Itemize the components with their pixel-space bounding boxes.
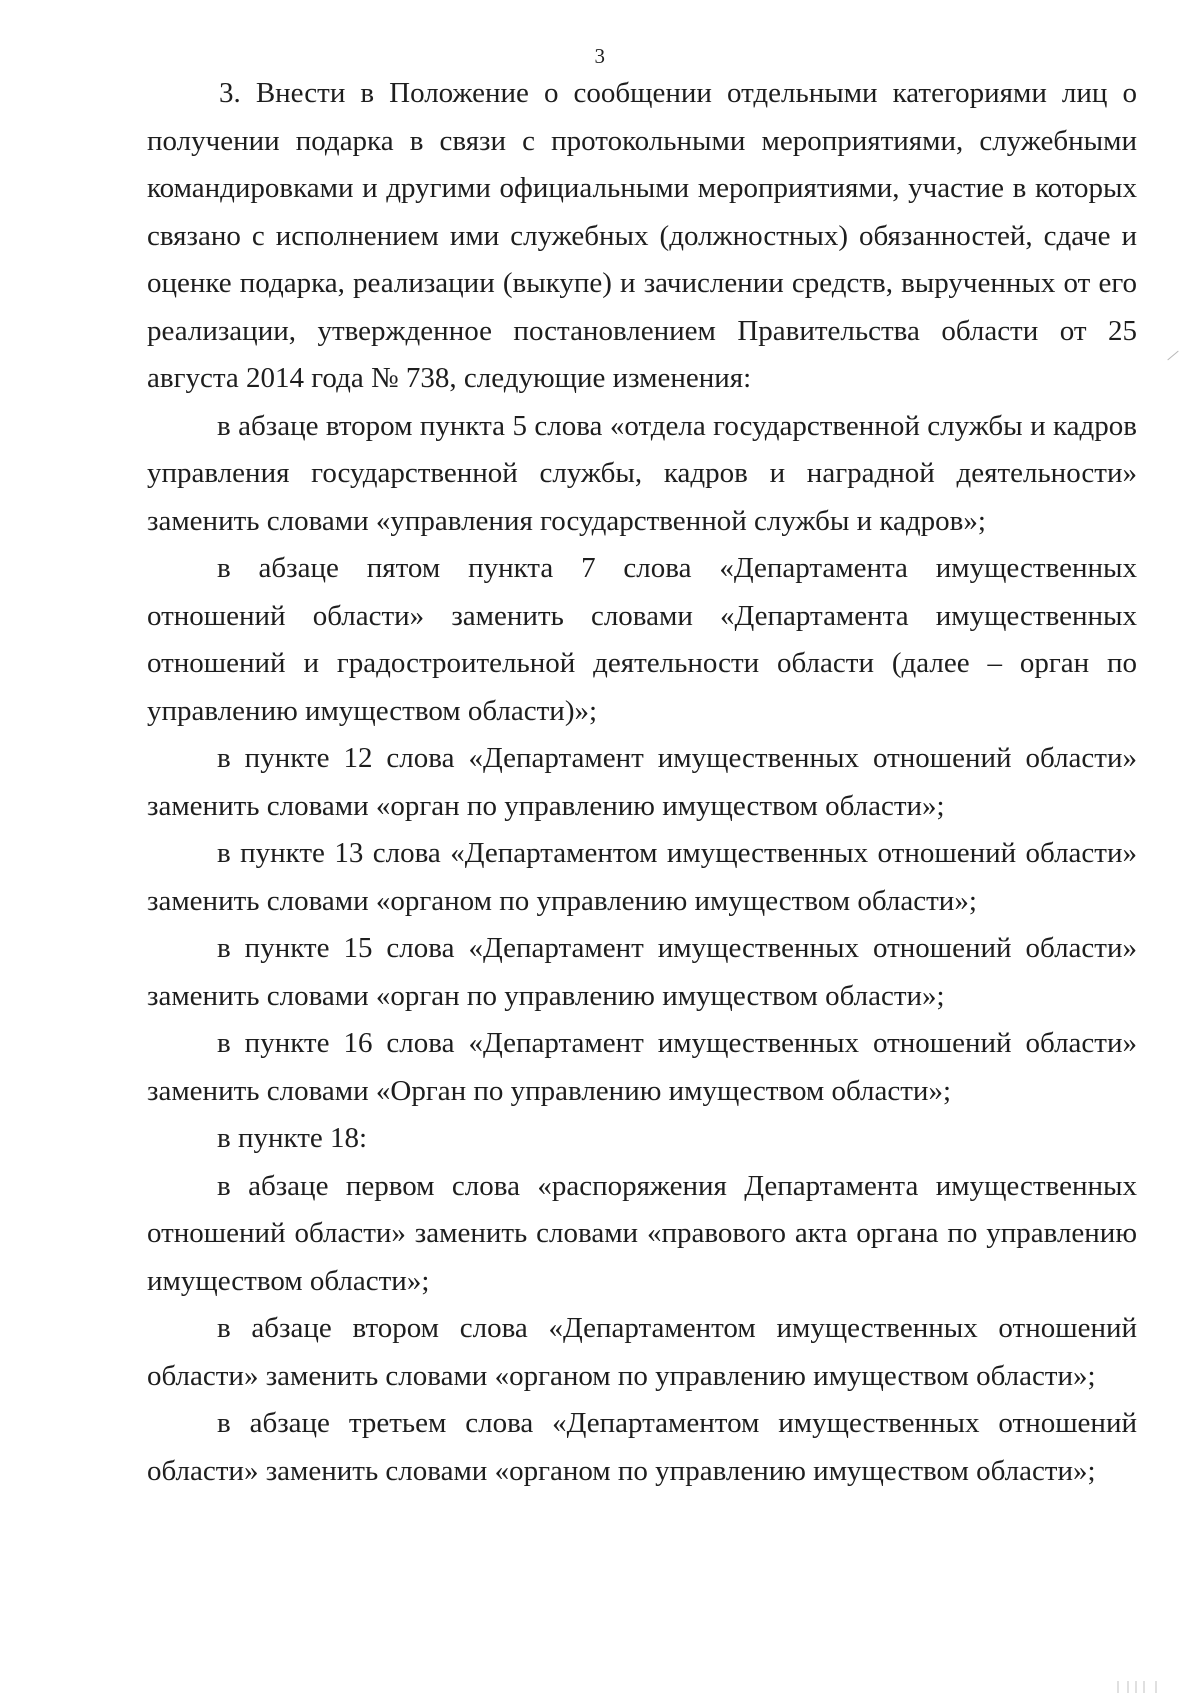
amendment-paragraph: в пункте 13 слова «Департаментом имущественных отношений области» заменить словами «органом по управлению имуществом области»; (147, 837, 1137, 917)
amendment-paragraph: в пункте 12 слова «Департамент имущественных отношений области» заменить словами «орган по управлению имуществом области»; (147, 742, 1137, 822)
paragraph-item-3: 3. Внести в Положение о сообщении отдельными категориями лиц о получении подарка в связи с протокольными мероприятиями, служебными командировками и другими официальными мероприятиями, участие в которых связано с исполнением ими служебных (должностных) обязанностей, сдаче и оценке подарка, реализации (выкупе) и зачислении средств, вырученных от его реализации, утвержденное постановлением Правительства области от 25 августа 2014 года № 738, следующие изменения: (147, 77, 1137, 394)
amendment-paragraph: в абзаце третьем слова «Департаментом имущественных отношений области» заменить словами «органом по управлению имуществом области»; (147, 1407, 1137, 1487)
amendment-paragraph: в пункте 16 слова «Департамент имущественных отношений области» заменить словами «Орган по управлению имуществом области»; (147, 1027, 1137, 1107)
amendment-paragraph: в абзаце втором слова «Департаментом имущественных отношений области» заменить словами «органом по управлению имуществом области»; (147, 1312, 1137, 1392)
document-body (147, 70, 1137, 1495)
scan-artifact-ticks (1114, 1681, 1160, 1693)
amendment-paragraph: в абзаце пятом пункта 7 слова «Департамента имущественных отношений области» заменить словами «Департамента имущественных отношений и градостроительной деятельности области (далее – орган по управлению имуществом области)»; (147, 552, 1137, 727)
amendment-paragraph: в пункте 15 слова «Департамент имущественных отношений области» заменить словами «орган по управлению имуществом области»; (147, 932, 1137, 1012)
amendment-paragraph: в абзаце втором пункта 5 слова «отдела государственной службы и кадров управления государственной службы, кадров и наградной деятельности» заменить словами «управления государственной службы и кадров»; (147, 409, 1137, 537)
amendment-paragraph: в пункте 18: (217, 1122, 368, 1154)
scan-artifact (1167, 351, 1178, 361)
page-number: 3 (594, 44, 606, 68)
amendment-paragraph: в абзаце первом слова «распоряжения Департамента имущественных отношений области» заменить словами «правового акта органа по управлению имуществом области»; (147, 1169, 1137, 1297)
